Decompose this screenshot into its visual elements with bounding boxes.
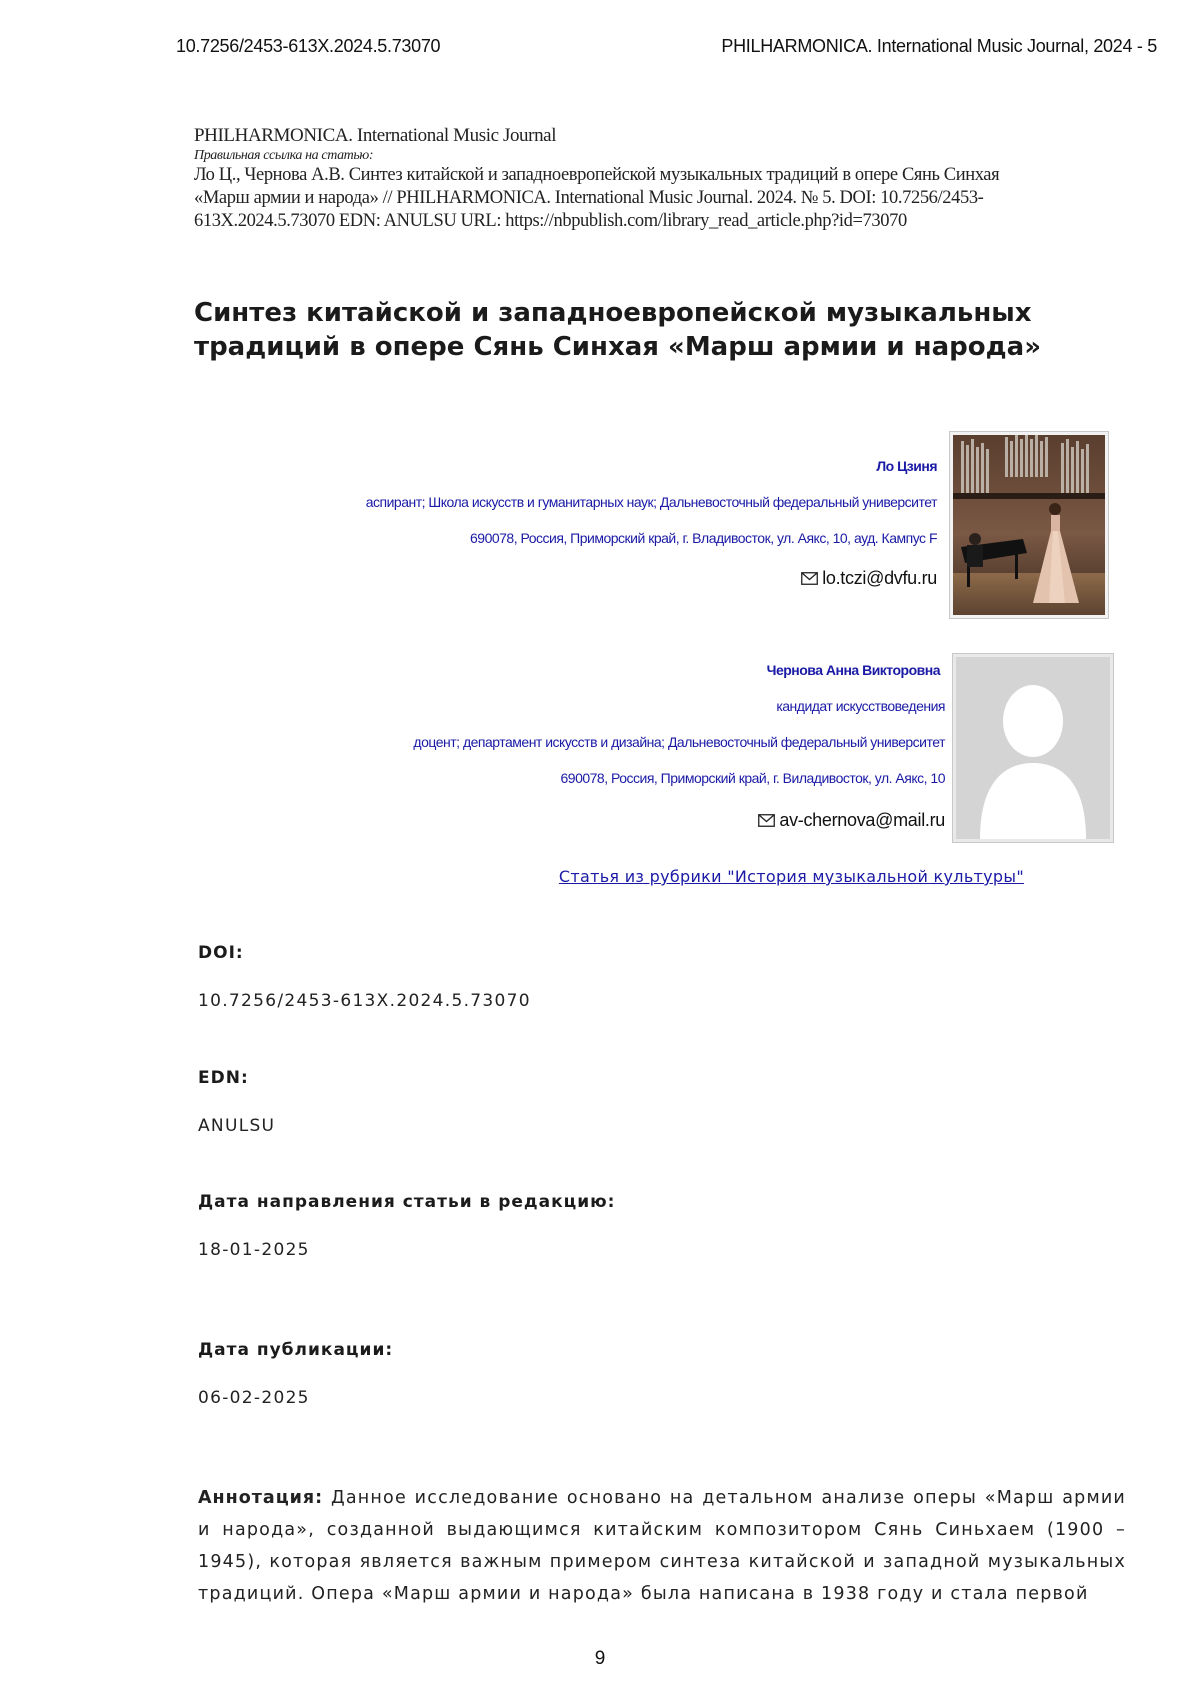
edn-value: ANULSU (198, 1116, 276, 1136)
citation-line: 613X.2024.5.73070 EDN: ANULSU URL: https://nbpublish.com/library_read_article.php?id=73070 (194, 211, 907, 231)
submitted-date-value: 18-01-2025 (198, 1240, 310, 1260)
page-number: 9 (594, 1648, 606, 1669)
article-title-line: традиций в опере Сянь Синхая «Марш армии и народа» (194, 332, 1041, 362)
author-2-address: 690078, Россия, Приморский край, г. Виладивосток, ул. Аякс, 10 (560, 770, 945, 786)
author-2-degree: кандидат искусствоведения (776, 698, 945, 714)
author-1-address: 690078, Россия, Приморский край, г. Владивосток, ул. Аякс, 10, ауд. Кампус F (470, 530, 937, 546)
envelope-icon (801, 572, 818, 588)
published-date-value: 06-02-2025 (198, 1388, 310, 1408)
abstract (198, 1482, 1126, 1610)
author-2-email[interactable]: av-chernova@mail.ru (779, 810, 945, 830)
author-1-email[interactable]: lo.tczi@dvfu.ru (822, 568, 937, 588)
abstract-text: Данное исследование основано на детальном анализе оперы «Марш армии и народа», созданной выдающимся китайским композитором Сянь Синьхаем (1900 – 1945), которая является важным примером синтеза китайской и западной музыкальных традиций. Опера «Марш армии и народа» была написана в 1938 году и стала первой (198, 1488, 1126, 1604)
published-date-label: Дата публикации: (198, 1340, 394, 1360)
author-1-photo (949, 431, 1109, 619)
doi-label: DOI: (198, 943, 244, 963)
article-title-line: Синтез китайской и западноевропейской музыкальных (194, 298, 1032, 328)
author-2-name: Чернова Анна Викторовна (766, 662, 940, 678)
author-1-name: Ло Цзиня (876, 458, 937, 474)
rubric-link[interactable]: Статья из рубрики "История музыкальной культуры" (558, 867, 1024, 886)
citation-journal: PHILHARMONICA. International Music Journal (194, 125, 557, 146)
author-1-position: аспирант; Школа искусств и гуманитарных наук; Дальневосточный федеральный университет (365, 494, 937, 510)
running-header-doi: 10.7256/2453-613X.2024.5.73070 (176, 36, 441, 56)
doi-value: 10.7256/2453-613X.2024.5.73070 (198, 991, 531, 1011)
article-title (194, 296, 1074, 364)
citation-block (194, 124, 1094, 233)
author-2-avatar-placeholder (952, 653, 1114, 843)
running-header-journal: PHILHARMONICA. International Music Journal, 2024 - 5 (721, 36, 1157, 56)
edn-label: EDN: (198, 1068, 249, 1088)
author-2-email-row[interactable] (758, 810, 945, 831)
author-1-email-row[interactable] (801, 568, 937, 589)
citation-label: Правильная ссылка на статью: (194, 148, 374, 163)
citation-line: Ло Ц., Чернова А.В. Синтез китайской и западноевропейской музыкальных традиций в опере Сянь Синхая (194, 165, 1000, 185)
citation-line: «Марш армии и народа» // PHILHARMONICA. International Music Journal. 2024. № 5. DOI: 10.7256/2453- (194, 188, 984, 208)
submitted-date-label: Дата направления статьи в редакцию: (198, 1192, 616, 1212)
author-2-position: доцент; департамент искусств и дизайна; Дальневосточный федеральный университет (413, 734, 945, 750)
envelope-icon (758, 814, 775, 830)
abstract-label: Аннотация: (198, 1488, 324, 1508)
